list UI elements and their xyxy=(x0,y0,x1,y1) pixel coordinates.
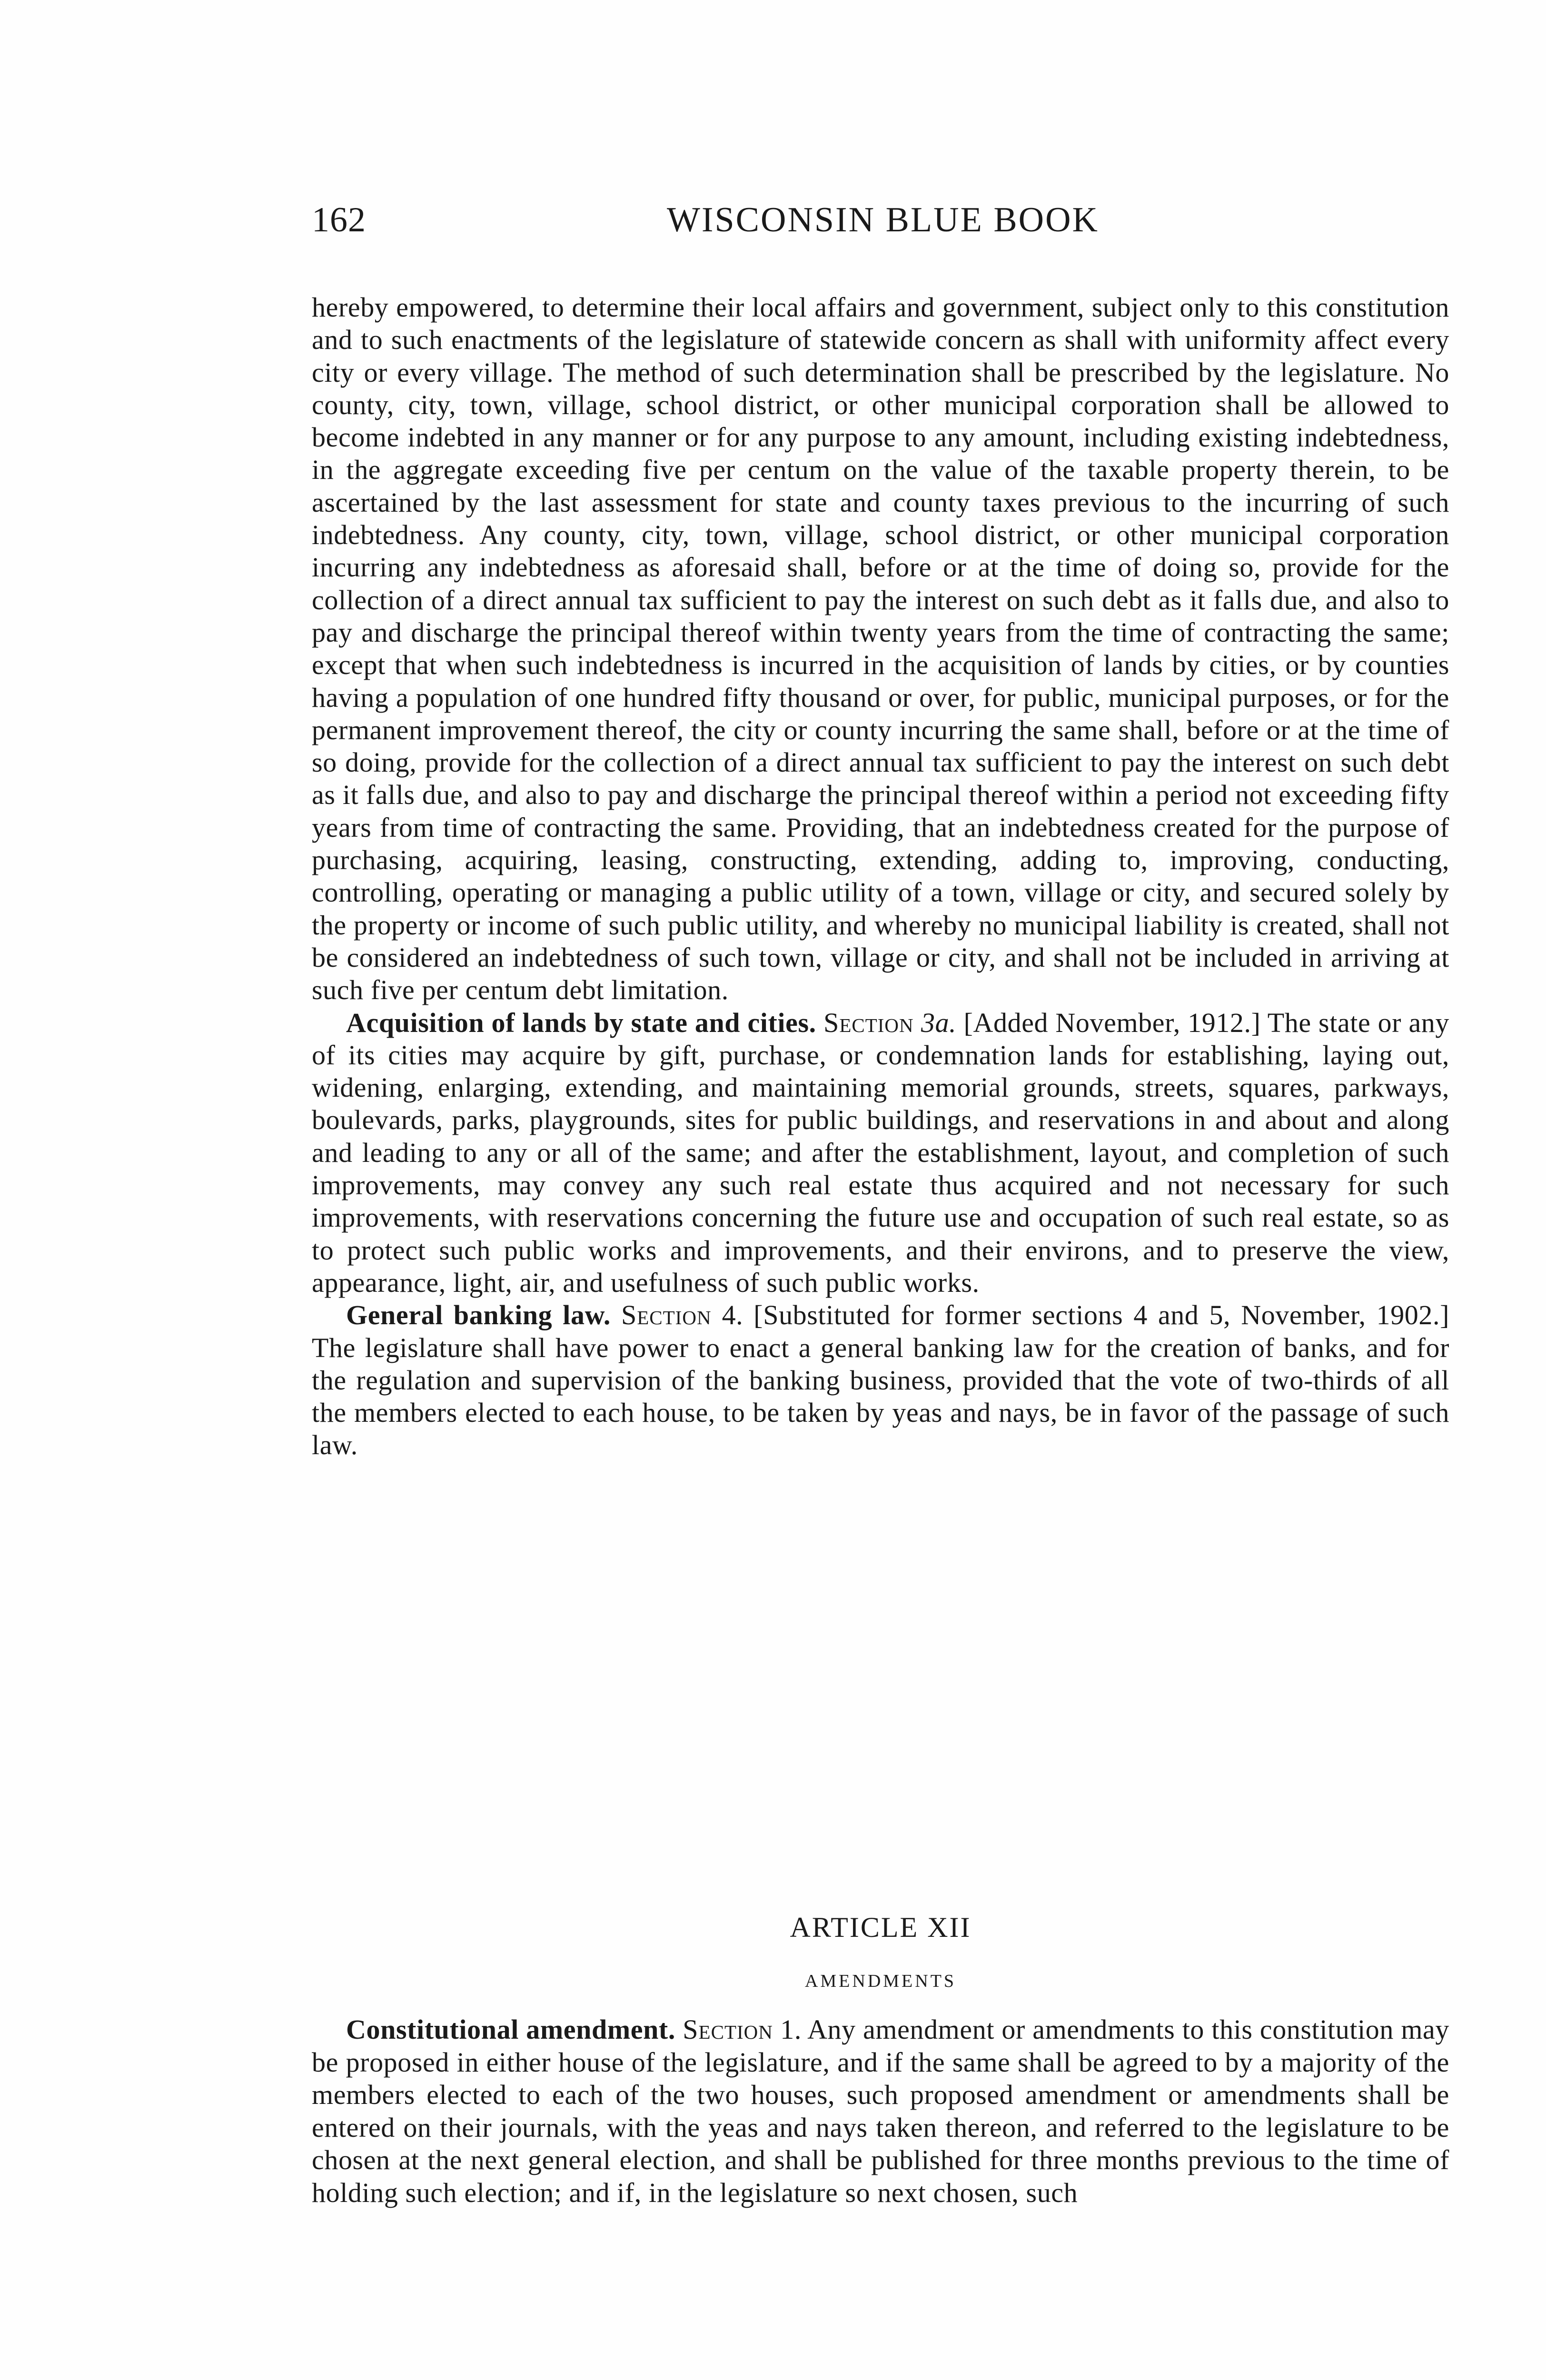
section-label: Section xyxy=(683,2014,773,2045)
page-number: 162 xyxy=(312,200,366,239)
article-text xyxy=(312,2013,1449,2209)
running-title: WISCONSIN BLUE BOOK xyxy=(667,200,1099,239)
section-heading: Constitutional amendment. xyxy=(346,2014,675,2045)
section-number: 1. xyxy=(780,2014,802,2045)
section-3a-paragraph xyxy=(312,1007,1449,1299)
section-heading: Acquisition of lands by state and cities. xyxy=(346,1007,816,1038)
section-text: [Added November, 1912.] The state or any of its cities may acquire by gift, purchase, or condemnation lands for establishing, laying out, widening, enlarging, extending, and maintaining memorial grounds, streets, squares, parkways, boulevards, parks, playgrounds, sites for public buildings, and reservations in and about and along and leading to any or all of the same; and after the establishment, layout, and completion of such improvements, may convey any such real estate thus acquired and not necessary for such improvements, with reservations concerning the future use and occupation of such real estate, so as to protect such public works and improvements, and their environs, and to preserve the view, appearance, light, air, and usefulness of such public works. xyxy=(312,1007,1449,1298)
paragraph-text: hereby empowered, to determine their local affairs and government, subject only to this constitution and to such enactments of the legislature of statewide concern as shall with uniformity affect every city or every village. The method of such determination shall be prescribed by the legislature. No county, city, town, village, school district, or other municipal corporation shall be allowed to become indebted in any manner or for any purpose to any amount, including existing indebtedness, in the aggregate exceeding five per centum on the value of the taxable property therein, to be ascertained by the last assessment for state and county taxes previous to the incurring of such indebtedness. Any county, city, town, village, school district, or other municipal corporation incurring any indebtedness as aforesaid shall, before or at the time of doing so, provide for the collection of a direct annual tax sufficient to pay the interest on such debt as it falls due, and also to pay and discharge the principal thereof within twenty years from the time of contracting the same; except that when such indebtedness is incurred in the acquisition of lands by cities, or by counties having a population of one hundred fifty thousand or over, for public, municipal purposes, or for the permanent improvement thereof, the city or county incurring the same shall, before or at the time of so doing, provide for the collection of a direct annual tax sufficient to pay the interest on such debt as it falls due, and also to pay and discharge the principal thereof within a period not exceeding fifty years from time of contracting the same. Providing, that an indebtedness created for the purpose of purchasing, acquiring, leasing, constructing, extending, adding to, improving, conducting, controlling, operating or managing a public utility of a town, village or city, and secured solely by the property or income of such public utility, and whereby no municipal liability is created, shall not be considered an indebtedness of such town, village or city, and shall not be included in arriving at such five per centum debt limitation. xyxy=(312,292,1449,1006)
section-number: 3a. xyxy=(921,1007,957,1038)
continuation-paragraph xyxy=(312,291,1449,1007)
section-label: Section xyxy=(823,1007,914,1038)
section-label: Section xyxy=(621,1299,712,1331)
main-text xyxy=(312,291,1449,1462)
section-4-paragraph xyxy=(312,1299,1449,1461)
article-subtitle: AMENDMENTS xyxy=(804,1971,957,1991)
section-heading: General banking law. xyxy=(346,1299,611,1331)
page-header xyxy=(312,200,1449,257)
section-number: 4. xyxy=(722,1299,743,1331)
section-text: [Substituted for former sections 4 and 5, November, 1902.] The legislature shall have power to enact a general banking law for the creation of banks, and for the regulation and supervision of the banking business, provided that the vote of two-thirds of all the members elected to each house, to be taken by yeas and nays, be in favor of the passage of such law. xyxy=(312,1299,1450,1461)
article-title: ARTICLE XII xyxy=(790,1912,971,1943)
article-section-1-paragraph xyxy=(312,2013,1449,2209)
section-text: Any amendment or amendments to this constitution may be proposed in either house of the legislature, and if the same shall be agreed to by a majority of the members elected to each of the two houses, such proposed amendment or amendments shall be entered on their journals, with the yeas and nays taken thereon, and referred to the legislature to be chosen at the next general election, and shall be published for three months previous to the time of holding such election; and if, in the legislature so next chosen, such xyxy=(312,2014,1449,2208)
